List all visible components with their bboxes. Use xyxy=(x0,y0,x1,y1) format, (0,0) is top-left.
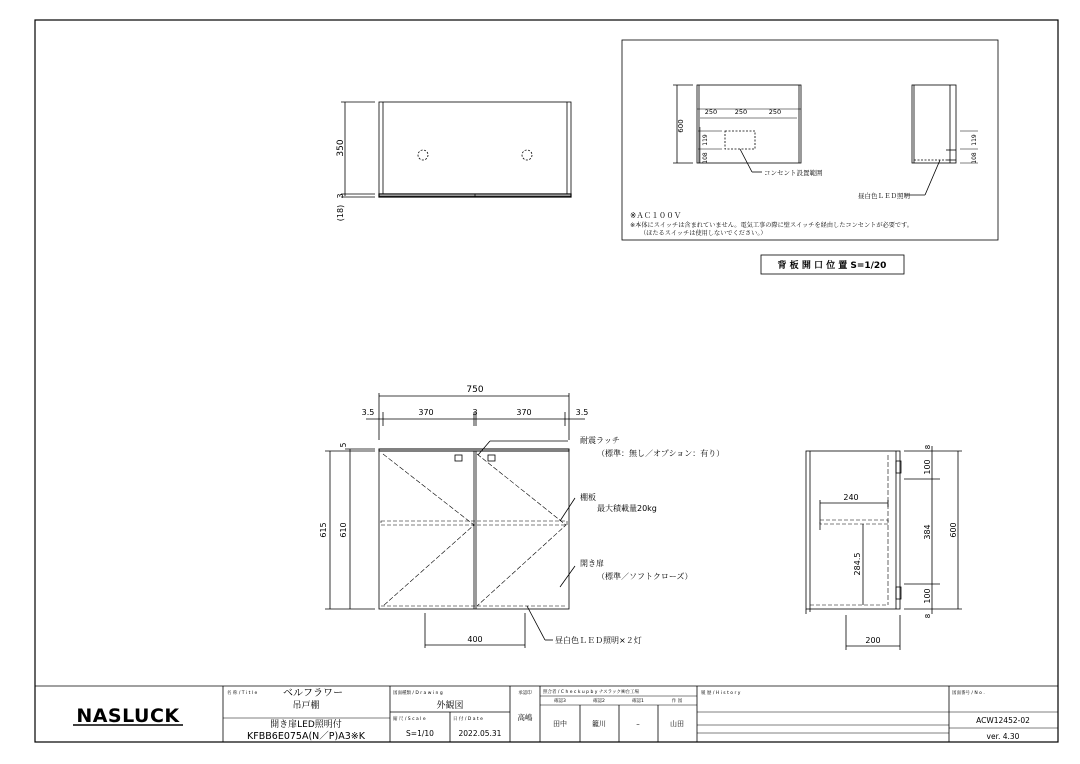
front-dim-370-left: 370 xyxy=(418,408,434,417)
front-dim-610: 610 xyxy=(339,522,348,538)
side-dim-200: 200 xyxy=(865,636,881,645)
front-label-latch-1: 耐震ラッチ xyxy=(580,436,620,445)
title-label: 名 称 / T i t l e xyxy=(227,691,258,696)
front-label-latch-2: （標準：無し／オプション：有り） xyxy=(597,449,725,458)
approve-label: 承認印 xyxy=(518,691,532,696)
drawing-label: 図面種類 / D r a w i n g xyxy=(393,691,443,696)
inset-dim-119-right: 119 xyxy=(971,134,978,146)
inset-dim-108-left: 108 xyxy=(702,152,709,164)
front-label-led: 昼白色ＬＥＤ照明×２灯 xyxy=(555,636,642,645)
number-label: 図面番号 / N o . xyxy=(952,691,985,696)
product-type: 吊戸棚 xyxy=(292,701,320,711)
side-dim-8-top: 8 xyxy=(924,444,932,450)
side-dim-284-5: 284.5 xyxy=(853,552,862,576)
inset-dim-250-b: 250 xyxy=(734,108,748,116)
top-view xyxy=(341,102,571,197)
inset-dim-108-right: 108 xyxy=(971,152,978,164)
front-dim-3-5-right: 3.5 xyxy=(575,408,589,417)
date-value: 2022.05.31 xyxy=(458,729,502,738)
inset-caption: 背 板 開 口 位 置 S=1/20 xyxy=(777,261,887,271)
product-name: ベルフラワー xyxy=(283,688,343,699)
front-dim-615: 615 xyxy=(319,522,328,538)
inset-note-1: ※ＡＣ１００Ｖ xyxy=(630,211,682,220)
check-val-2: 籠川 xyxy=(592,720,606,728)
side-view xyxy=(806,446,962,650)
check-col-3: 確認1 xyxy=(632,699,644,704)
inset-dim-600: 600 xyxy=(677,119,685,133)
sheet-border xyxy=(35,20,1058,742)
top-dim-350: 350 xyxy=(336,139,346,157)
front-label-shelf-2: 最大積載量20kg xyxy=(597,504,657,513)
check-val-4: 山田 xyxy=(670,720,684,728)
inset-note-2: ※本体にスイッチは含まれていません。電気工事の際に壁スイッチを経由したコンセントが必要です。 xyxy=(630,222,913,229)
front-label-door-2: （標準／ソフトクローズ） xyxy=(597,572,693,581)
side-dim-384: 384 xyxy=(923,524,932,540)
front-dim-750: 750 xyxy=(466,385,484,395)
front-label-door-1: 開き扉 xyxy=(580,559,604,568)
top-dim-18: (18) xyxy=(336,204,345,222)
inset-outlet-label: コンセント設置範囲 xyxy=(764,169,823,177)
check-col-2: 確認2 xyxy=(593,699,605,704)
check-val-1: 田中 xyxy=(553,720,567,728)
history-label: 履 歴 / H i s t o r y xyxy=(701,691,741,696)
front-dim-3-5-left: 3.5 xyxy=(361,408,375,417)
top-dim-3: 3 xyxy=(336,193,345,199)
product-desc: 開き扉LED照明付 xyxy=(270,720,342,730)
side-dim-100-top: 100 xyxy=(923,459,932,475)
drawing-value: 外観図 xyxy=(436,701,464,711)
front-view xyxy=(325,393,585,648)
front-dim-370-right: 370 xyxy=(516,408,532,417)
company-logo: NASLUCK xyxy=(76,705,180,727)
version-value: ver. 4.30 xyxy=(986,732,1020,741)
side-dim-240: 240 xyxy=(843,493,859,502)
approve-value: 高嶋 xyxy=(517,713,533,722)
inset-dim-250-a: 250 xyxy=(704,108,718,116)
inset-note-3: （ほたるスイッチは使用しないでください。） xyxy=(640,230,767,237)
inset-dim-119-left: 119 xyxy=(702,134,709,146)
scale-value: S=1/10 xyxy=(406,729,434,738)
side-dim-600: 600 xyxy=(949,522,958,538)
front-dim-3-mid: 3 xyxy=(472,408,478,417)
date-label: 日 付 / D a t e xyxy=(453,717,483,722)
inset-dim-250-c: 250 xyxy=(768,108,782,116)
check-col-1: 確認3 xyxy=(554,699,566,704)
check-val-3: – xyxy=(636,720,640,728)
inset-box xyxy=(622,40,998,240)
front-dim-5: 5 xyxy=(339,442,348,448)
side-dim-100-bottom: 100 xyxy=(923,588,932,604)
scale-label: 縮 尺 / S c a l e xyxy=(393,717,426,722)
number-value: ACW12452-02 xyxy=(976,716,1030,725)
check-col-4: 作 図 xyxy=(671,699,683,704)
inset-led-label: 昼白色ＬＥＤ照明 xyxy=(858,192,910,200)
front-label-shelf-1: 棚板 xyxy=(580,493,596,502)
check-label: 照合者 / C h e c k u p b y ナスラック㈱台工場 xyxy=(543,690,640,695)
product-code: KFBB6E075A(N／P)A3※K xyxy=(247,731,365,742)
front-dim-400: 400 xyxy=(467,635,483,644)
side-dim-8-bottom: 8 xyxy=(924,613,932,619)
